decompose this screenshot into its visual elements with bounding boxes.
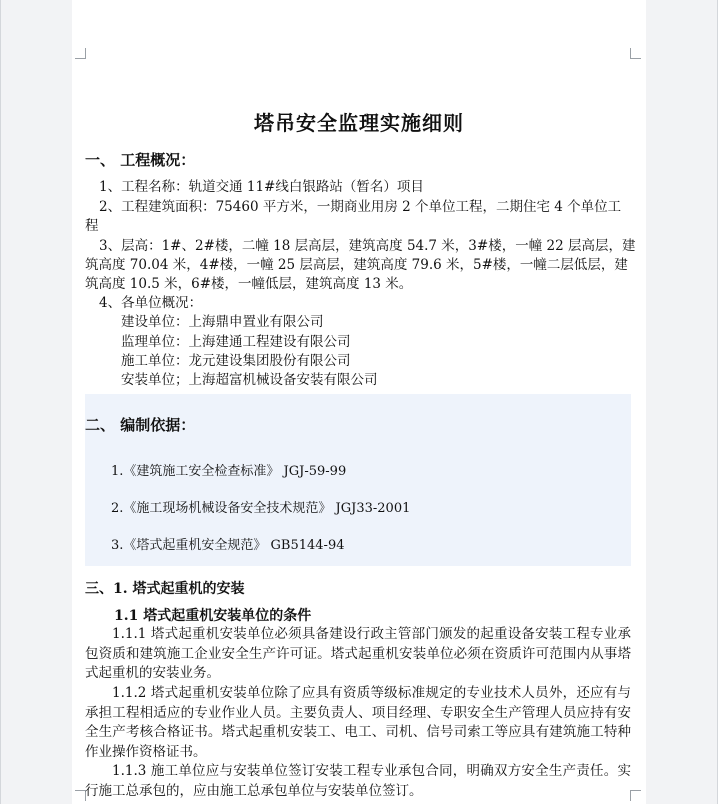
project-name: 1、工程名称：轨道交通 11#线白银路站（暂名）项目 — [99, 179, 424, 195]
margin-corner-top-left — [75, 48, 86, 59]
margin-corner-top-right — [630, 48, 641, 59]
reference-1: 1.《建筑施工安全检查标准》 JGJ-59-99 — [111, 464, 347, 479]
unit-contractor: 施工单位：龙元建设集团股份有限公司 — [121, 353, 351, 369]
paragraph-1-1-2: 1.1.2 塔式起重机安装单位除了应具有资质等级标准规定的专业技术人员外，还应有与承担工程相适应的专业作业人员。主要负责人、项目经理、专职安全生产管理人员应持有安全生产考核合格证书。塔式起重机安装工、电工、司机、信号司索工等应具有建筑施工特种作业操作资格证书。 — [85, 685, 631, 760]
paragraph-1-1-1: 1.1.1 塔式起重机安装单位必须具备建设行政主管部门颁发的起重设备安装工程专业承包资质和建筑施工企业安全生产许可证。塔式起重机安装单位必须在资质许可范围内从事塔式起重机的安装业务。 — [85, 626, 631, 681]
units-overview-label: 4、各单位概况： — [99, 295, 203, 311]
floor-height-line2: 筑高度 70.04 米，4#楼，一幢 25 层高层，建筑高度 79.6 米，5#楼，一幢二层低层，建 — [85, 257, 628, 273]
subsection-1-1-heading: 1.1 塔式起重机安装单位的条件 — [114, 608, 312, 624]
section3-heading: 三、1. 塔式起重机的安装 — [85, 581, 245, 597]
building-area-line1: 2、工程建筑面积：75460 平方米，一期商业用房 2 个单位工程，二期住宅 4 个单位工 — [99, 199, 622, 215]
floor-height-line1: 3、层高：1#、2#楼，二幢 18 层高层，建筑高度 54.7 米，3#楼，一幢 22 层高层，建 — [99, 238, 636, 254]
unit-construction: 建设单位：上海鼎申置业有限公司 — [121, 314, 324, 330]
margin-corner-bottom-right — [630, 790, 641, 801]
reference-2: 2.《施工现场机械设备安全技术规范》 JGJ33-2001 — [111, 501, 411, 516]
section2-heading: 二、 编制依据： — [85, 416, 196, 434]
window-left-border — [0, 0, 1, 804]
floor-height-line3: 筑高度 10.5 米，6#楼，一幢低层，建筑高度 13 米。 — [85, 276, 413, 292]
reference-3: 3.《塔式起重机安全规范》 GB5144-94 — [111, 538, 345, 553]
unit-supervision: 监理单位：上海建通工程建设有限公司 — [121, 334, 351, 350]
paragraph-1-1-3: 1.1.3 施工单位应与安装单位签订安装工程专业承包合同，明确双方安全生产责任。实行施工总承包的，应由施工总承包单位与安装单位签订。 — [85, 763, 631, 799]
unit-installer: 安装单位；上海超富机械设备安装有限公司 — [121, 372, 378, 388]
document-title: 塔吊安全监理实施细则 — [254, 111, 464, 135]
building-area-line2: 程 — [85, 218, 99, 234]
section1-heading: 一、 工程概况： — [85, 151, 196, 169]
